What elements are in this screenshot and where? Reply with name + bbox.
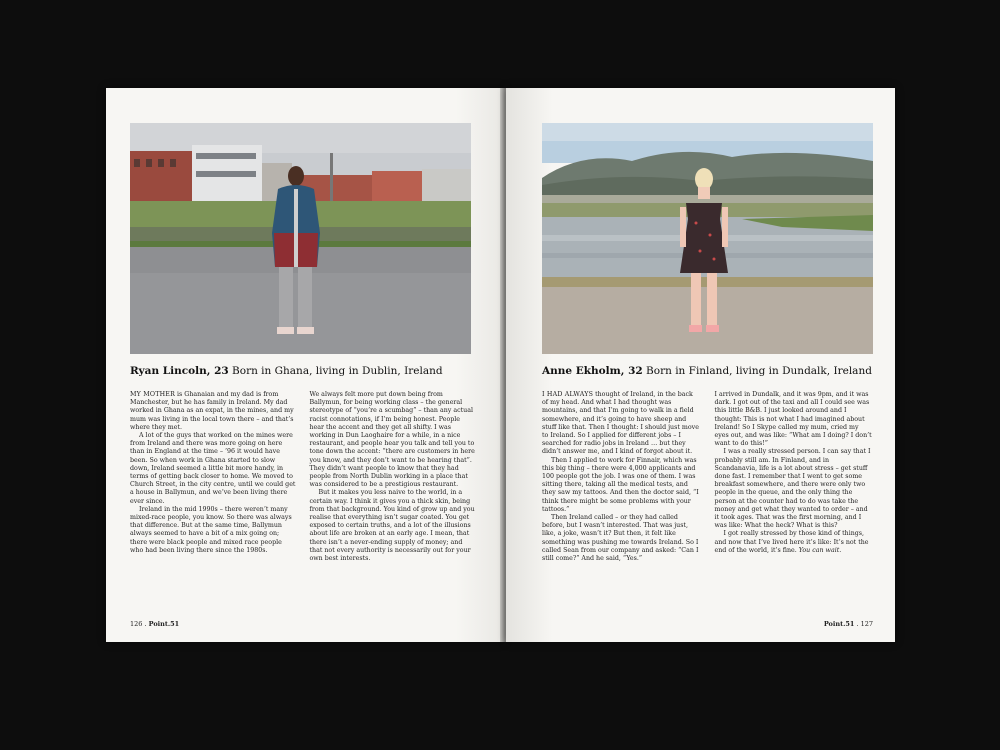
left-page <box>106 88 504 642</box>
column-left-1 <box>130 391 296 563</box>
page-number-left: 126 . Point.51 <box>130 620 180 628</box>
paragraph: Then I applied to work for Finnair, which was this big thing – there were 4,000 applicants and 100 people got the job. I was one of them. I was sitting there, taking all the medical tests, and they saw my tattoos. And then the doctor said, “I think there might be some problems with your tattoos.” <box>542 456 699 513</box>
subject-name-right: Anne Ekholm, 32 <box>542 365 643 377</box>
paragraph: I arrived in Dundalk, and it was 9pm, and it was dark. I got out of the taxi and all I could see was this little B&B. I just looked around and I thought: This is not what I had imagined about Ireland! So I Skype called my mum, cried my eyes out, and was like: “What am I doing? I don’t want to do this!” <box>714 391 872 448</box>
paragraph: We always felt more put down being from Ballymun, for being working class – the general stereotype of “you’re a scumbag” – than any actual racist connotations, if I’m being honest. People hear the accent and they get all shifty. I was working in Dun Laoghaire for a while, in a nice restaurant, and people hear you talk and tell you to tone down the accent: “there are customers in here you know, and they don’t want to be hearing that”. They didn’t want people to know that they had people from North Dublin working in a place that was considered to be a prestigious restaurant. <box>309 391 475 489</box>
article-body-left <box>130 391 475 563</box>
portrait-photo-anne-image <box>542 123 873 354</box>
paragraph: A lot of the guys that worked on the mines were from Ireland and there was more going on here than in England at the time – ’96 it would have been. So when work in Ghana started to slow down, Ireland seemed a little bit more handy, in terms of getting back closer to home. We moved to Church Street, in the city centre, until we could get a house in Ballymun, and we’ve been living there ever since. <box>130 432 296 505</box>
portrait-photo-ryan-image <box>130 123 471 354</box>
column-right-1 <box>542 391 701 563</box>
article-heading-right <box>542 364 872 378</box>
portrait-photo-ryan <box>130 123 471 354</box>
paragraph: But it makes you less naive to the world, in a certain way. I think it gives you a thick skin, being from that background. You kind of grow up and you realise that everything isn’t sugar coated. You get exposed to certain truths, and a lot of the illusions about life are broken at an early age. I mean, that there isn’t a never-ending supply of money; and that not every authority is necessarily out for your own best interests. <box>309 489 475 563</box>
paragraph: I was a really stressed person. I can say that I probably still am. In Finland, and in Scandanavia, life is a lot about stress – get stuff done fast. I remember that I went to get some breakfast somewhere, and there were only two people in the queue, and the only thing the person at the counter had to do was take the money and get what they wanted to order – and it took ages. That was the first morning, and I was like: What the heck? What is this? <box>714 448 871 530</box>
portrait-photo-anne <box>542 123 873 354</box>
subject-origin-right: Born in Finland, living in Dundalk, Ireland <box>642 365 872 377</box>
column-left-2 <box>310 391 476 563</box>
paragraph: I got really stressed by those kind of things, and now that I’ve lived here it’s like: It’s not the end of the world, it’s fine. You can wait. <box>714 530 869 554</box>
right-page <box>506 88 895 642</box>
paragraph: Then Ireland called – or they had called before, but I wasn’t interested. That was just, like, a joke, wasn’t it? But then, it felt like something was pushing me towards Ireland. So I called Sean from our company and asked: “Can I still come?” And he said, “Yes.” <box>542 514 699 563</box>
paragraph: I HAD ALWAYS thought of Ireland, in the back of my head. And what I had thought was mountains, and that I’m going to walk in a field somewhere, and it’s going to have sheep and stuff like that. Then I thought: I should just move to Ireland. So I applied for different jobs – I searched for radio jobs in Ireland … but they didn’t answer me, and I kind of forgot about it. <box>542 391 699 456</box>
paragraph: MY MOTHER is Ghanaian and my dad is from Manchester, but he has family in Ireland. My dad worked in Ghana as an expat, in the mines, and my mum was living in the local town there – and that’s where they met. <box>130 391 294 431</box>
article-body-right <box>542 391 873 563</box>
page-number-right: Point.51 . 127 <box>823 620 873 628</box>
subject-name-left: Ryan Lincoln, 23 <box>130 365 229 377</box>
article-heading-left <box>130 364 443 378</box>
paragraph: Ireland in the mid 1990s – there weren’t many mixed-race people, you know. So there was always that difference. But at the same time, Ballymun always seemed to have a bit of a mix going on; there were black people and mixed race people who had been living there since the 1980s. <box>130 505 292 554</box>
subject-origin-left: Born in Ghana, living in Dublin, Ireland <box>228 365 443 377</box>
column-right-2 <box>715 391 874 563</box>
